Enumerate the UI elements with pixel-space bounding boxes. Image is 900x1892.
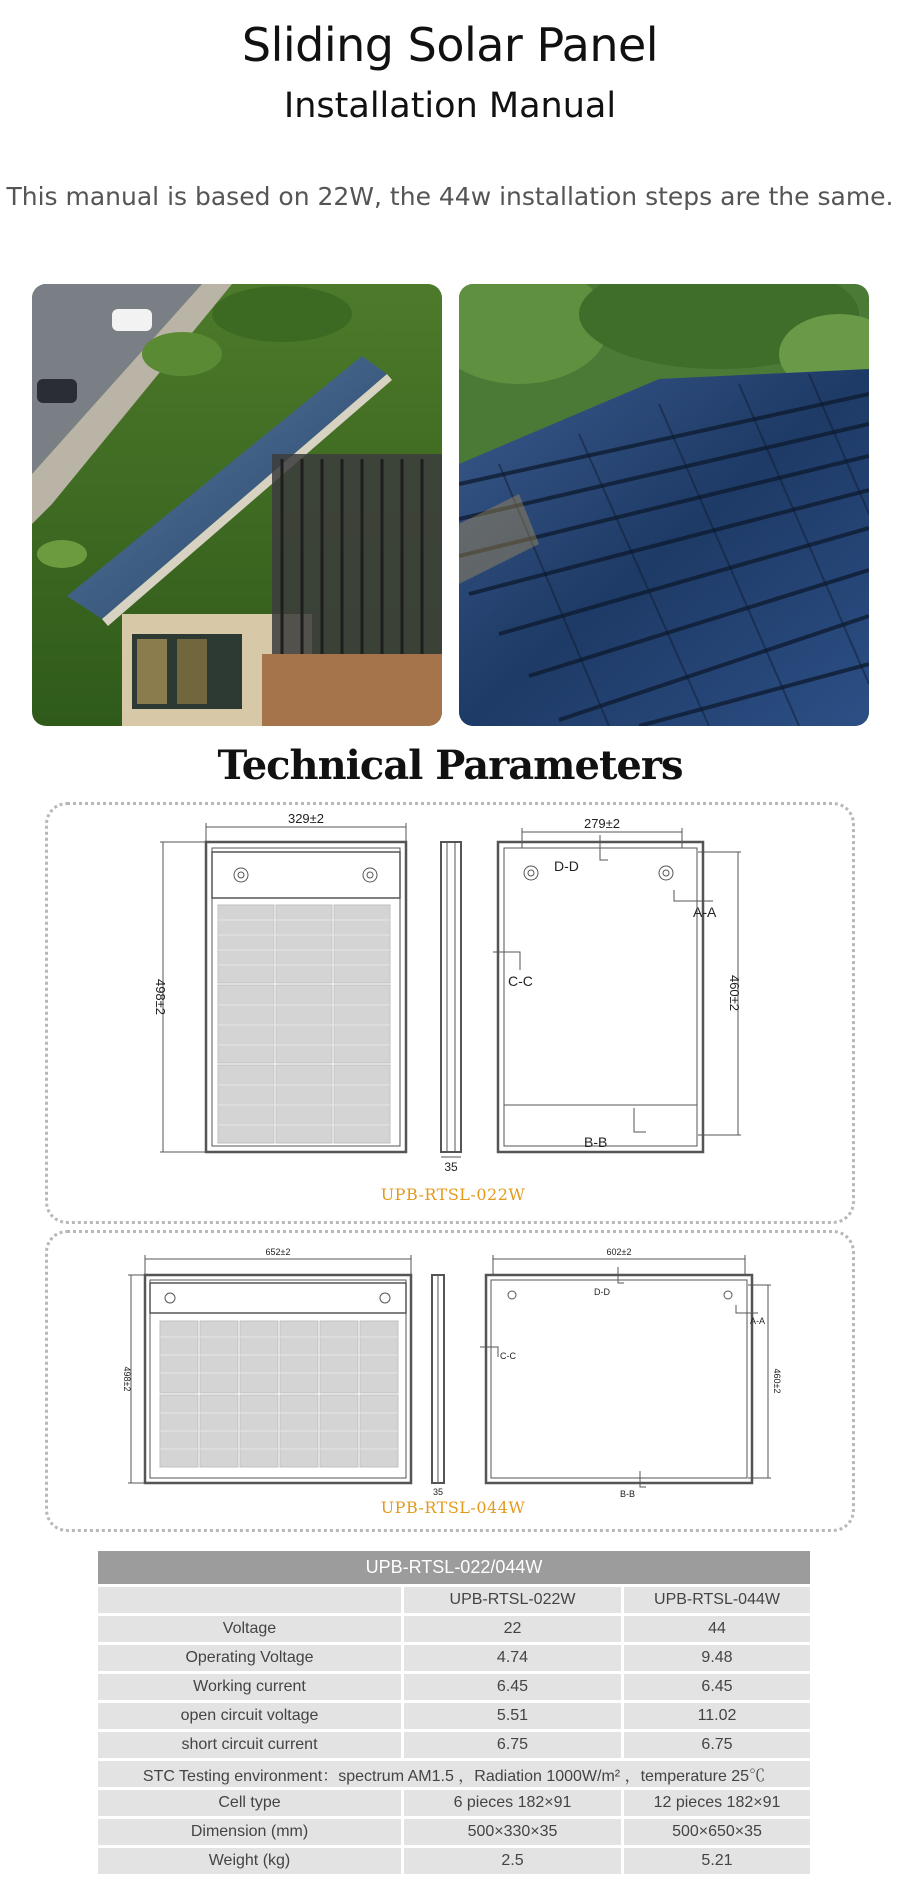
section-cc: C-C	[500, 1351, 516, 1361]
dim-inner-width: 279±2	[583, 816, 621, 831]
table-cell: Dimension (mm)	[98, 1819, 404, 1845]
solar-tile-roof-photo	[459, 284, 869, 726]
section-cc: C-C	[508, 973, 533, 989]
table-row	[98, 1790, 810, 1816]
table-cell: 6.75	[624, 1732, 810, 1758]
table-cell: Operating Voltage	[98, 1645, 404, 1671]
table-cell: 5.51	[404, 1703, 624, 1729]
section-dd: D-D	[554, 858, 579, 874]
table-row	[98, 1848, 810, 1874]
table-cell: Weight (kg)	[98, 1848, 404, 1874]
table-row	[98, 1674, 810, 1700]
dim-inner-width: 602±2	[606, 1247, 632, 1257]
dim-width: 329±2	[287, 811, 325, 826]
table-header-cell: UPB-RTSL-022W	[404, 1587, 624, 1613]
table-row	[98, 1732, 810, 1758]
table-cell: 9.48	[624, 1645, 810, 1671]
table-cell: Working current	[98, 1674, 404, 1700]
table-row-stc	[98, 1761, 810, 1787]
dim-inner-height: 460±2	[727, 974, 742, 1012]
table-header-row	[98, 1587, 810, 1613]
section-bb: B-B	[584, 1134, 608, 1150]
section-bb: B-B	[620, 1489, 636, 1499]
dim-height: 498±2	[122, 1366, 132, 1392]
table-title: UPB-RTSL-022/044W	[98, 1551, 810, 1584]
dim-width: 652±2	[265, 1247, 291, 1257]
table-row	[98, 1819, 810, 1845]
table-header-cell	[98, 1587, 404, 1613]
table-cell: 44	[624, 1616, 810, 1642]
table-cell: 6 pieces 182×91	[404, 1790, 624, 1816]
dim-thickness: 35	[432, 1487, 444, 1497]
table-cell: Cell type	[98, 1790, 404, 1816]
table-row	[98, 1703, 810, 1729]
table-cell: 5.21	[624, 1848, 810, 1874]
manual-note: This manual is based on 22W, the 44w installation steps are the same.	[6, 182, 894, 211]
section-aa: A-A	[693, 904, 717, 920]
table-cell: 500×330×35	[404, 1819, 624, 1845]
dim-thickness: 35	[444, 1160, 458, 1174]
table-cell: 6.45	[404, 1674, 624, 1700]
section-dd: D-D	[594, 1287, 610, 1297]
page-subtitle: Installation Manual	[283, 86, 617, 126]
technical-parameters-heading: Technical Parameters	[217, 742, 683, 789]
house-solar-roof-photo	[32, 284, 442, 726]
model-label-022w: UPB-RTSL-022W	[380, 1185, 526, 1204]
stc-note: STC Testing environment：spectrum AM1.5 ，Radiation 1000W/m² ，temperature 25℃	[98, 1761, 810, 1787]
table-cell: 22	[404, 1616, 624, 1642]
drawing-022w-svg	[48, 805, 852, 1221]
table-cell: Voltage	[98, 1616, 404, 1642]
table-cell: 12 pieces 182×91	[624, 1790, 810, 1816]
table-cell: 4.74	[404, 1645, 624, 1671]
model-label-044w: UPB-RTSL-044W	[380, 1498, 526, 1517]
table-cell: short circuit current	[98, 1732, 404, 1758]
drawing-022w	[45, 802, 855, 1224]
table-cell: 11.02	[624, 1703, 810, 1729]
dim-height: 498±2	[153, 978, 168, 1016]
table-cell: 6.75	[404, 1732, 624, 1758]
drawing-044w-svg	[48, 1233, 852, 1529]
parameters-table	[98, 1548, 810, 1877]
table-cell: 6.45	[624, 1674, 810, 1700]
table-header-cell: UPB-RTSL-044W	[624, 1587, 810, 1613]
table-row	[98, 1616, 810, 1642]
section-aa: A-A	[750, 1316, 766, 1326]
table-cell: open circuit voltage	[98, 1703, 404, 1729]
drawing-044w	[45, 1230, 855, 1532]
table-row	[98, 1645, 810, 1671]
table-cell: 500×650×35	[624, 1819, 810, 1845]
dim-inner-height: 460±2	[772, 1368, 782, 1394]
page-title: Sliding Solar Panel	[241, 18, 659, 72]
table-cell: 2.5	[404, 1848, 624, 1874]
